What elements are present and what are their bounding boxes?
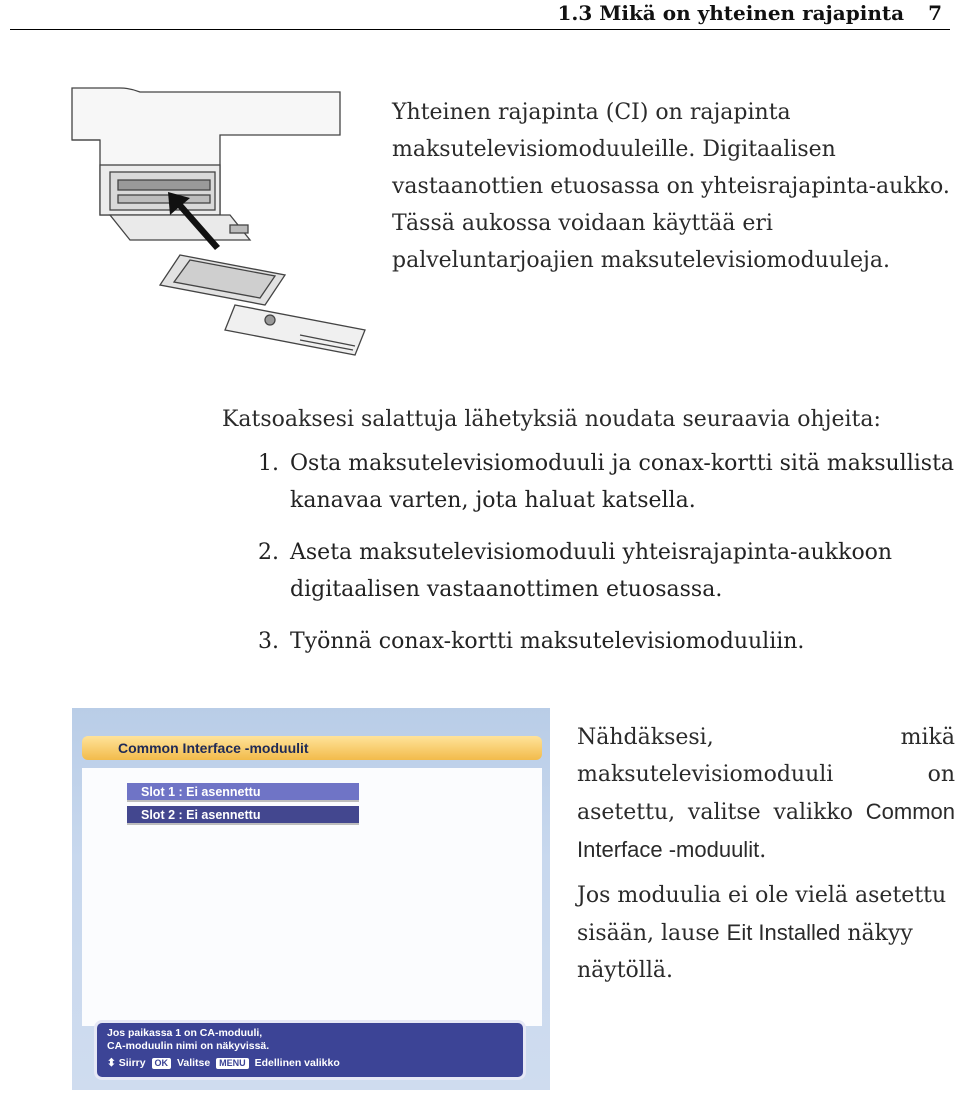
nav-select-label: Valitse [176,1057,211,1069]
page-header [0,0,960,30]
running-header [557,1,942,25]
ok-key-icon: OK [152,1058,172,1069]
slot-list-panel [82,768,542,1026]
page-number: 7 [928,1,942,25]
list-item: 1. Osta maksutelevisiomoduuli ja conax-kortti sitä maksullista kanavaa varten, jota haluat katsella. [258,451,955,513]
menu-key-icon: MENU [216,1058,249,1069]
instructions-heading: Katsoaksesi salattuja lähetyksiä noudata seuraavia ohjeita: [222,407,881,432]
nav-move-label: Siirry [118,1057,146,1069]
side-paragraph-1: Nähdäksesi, mikä maksutelevisiomoduuli on asetettu, valitse valikko Common Interface -moduulit. [577,725,955,863]
list-item: 2. Aseta maksutelevisiomoduuli yhteisrajapinta-aukkoon digitaalisen vastaanottimen etuosassa. [258,540,893,602]
side-paragraph-2: Jos moduulia ei ole vielä asetettu sisään, lause Eit Installed näkyy näytöllä. [577,883,947,983]
nav-hint-bar [107,1057,513,1070]
info-box [94,1020,526,1080]
status-phrase: Eit Installed [726,920,841,945]
info-line-1: Jos paikassa 1 on CA-moduuli, [107,1027,263,1039]
slot-2-item[interactable]: Slot 2 : Ei asennettu [127,806,359,825]
tv-menu-screenshot [72,708,550,1090]
slot-1-item[interactable]: Slot 1 : Ei asennettu [127,783,359,802]
menu-title-bar: Common Interface -moduulit [82,736,542,760]
section-title: 1.3 Mikä on yhteinen rajapinta [557,1,905,25]
info-line-2: CA-moduulin nimi on näkyvissä. [107,1040,270,1052]
updown-arrows-icon: ⬍ [107,1057,116,1069]
header-rule [10,29,950,30]
list-item: 3. Työnnä conax-kortti maksutelevisiomoduuliin. [258,629,805,654]
nav-back-label: Edellinen valikko [254,1057,340,1069]
menu-name: Common Interface -moduulit [577,799,955,862]
ci-module-illustration [70,80,370,360]
intro-paragraph: Yhteinen rajapinta (CI) on rajapinta maksutelevisiomoduuleille. Digitaalisen vastaanottien etuosassa on yhteisrajapinta-aukko. Tässä aukossa voidaan käyttää eri palveluntarjoajien maksutelevisiomoduuleja. [392,100,950,273]
steps-list [258,445,958,675]
